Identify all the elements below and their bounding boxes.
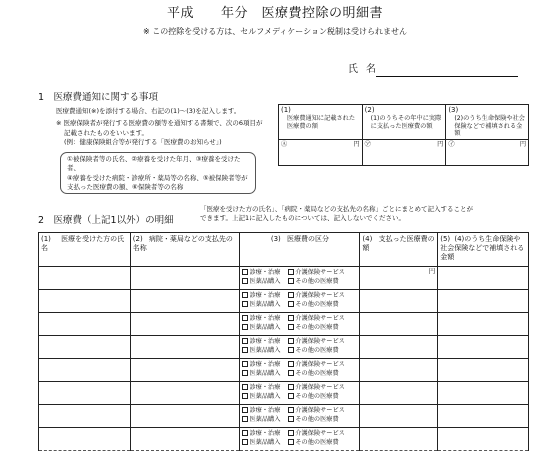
checkbox-medicine[interactable] xyxy=(242,324,248,330)
page-title: 平成 年分 医療費控除の明細書 xyxy=(166,6,383,21)
section1-line3: 記載されたものをいいます。 xyxy=(64,128,148,137)
patient-name-field[interactable] xyxy=(39,267,131,290)
payee-name-field[interactable] xyxy=(130,290,240,313)
category-cell: 診療・治療 介護保険サービス 医薬品購入 その他の医療費 xyxy=(240,267,360,290)
checkbox-care-service[interactable] xyxy=(288,338,294,344)
expense-detail-table xyxy=(38,232,529,451)
section1-line4: (例：健康保険組合等が発行する「医療費のお知らせ」) xyxy=(64,138,222,147)
patient-name-field[interactable] xyxy=(39,359,131,382)
checkbox-treatment[interactable] xyxy=(242,361,248,367)
paid-amount-field[interactable] xyxy=(360,382,438,405)
category-cell: 診療・治療 介護保険サービス 医薬品購入 その他の医療費 xyxy=(240,336,360,359)
payee-name-field[interactable] xyxy=(130,428,240,451)
payee-name-field[interactable] xyxy=(130,382,240,405)
checkbox-treatment[interactable] xyxy=(242,407,248,413)
insurance-amount-field[interactable]: ㋑ 円 xyxy=(446,140,529,166)
insurance-amount-field[interactable] xyxy=(438,267,529,290)
section1-description xyxy=(56,107,278,148)
category-cell: 診療・治療 介護保険サービス 医薬品購入 その他の医療費 xyxy=(240,313,360,336)
insurance-header-cell: (3) (2)のうち生命保険や社会保険などで補填される金額 xyxy=(446,105,529,140)
checkbox-treatment[interactable] xyxy=(242,430,248,436)
checkbox-other[interactable] xyxy=(288,347,294,353)
table-row xyxy=(39,405,529,428)
checkbox-care-service[interactable] xyxy=(288,269,294,275)
checkbox-other[interactable] xyxy=(288,370,294,376)
section1-title: 1 医療費通知に関する事項 xyxy=(38,92,159,103)
paid-amount-field[interactable] xyxy=(360,428,438,451)
paid-amount-field[interactable] xyxy=(360,313,438,336)
table-row xyxy=(39,313,529,336)
name-input-line[interactable] xyxy=(376,76,518,77)
checkbox-other[interactable] xyxy=(288,439,294,445)
table-row xyxy=(39,359,529,382)
table-row xyxy=(39,336,529,359)
insurance-amount-field[interactable] xyxy=(438,405,529,428)
checkbox-care-service[interactable] xyxy=(288,361,294,367)
category-cell: 診療・治療 介護保険サービス 医薬品購入 その他の医療費 xyxy=(240,382,360,405)
paid-amount-field[interactable] xyxy=(360,405,438,428)
payee-name-field[interactable] xyxy=(130,267,240,290)
col-category: (3) 医療費の区分 xyxy=(240,233,360,267)
checkbox-care-service[interactable] xyxy=(288,384,294,390)
category-cell: 診療・治療 介護保険サービス 医薬品購入 その他の医療費 xyxy=(240,428,360,451)
checkbox-other[interactable] xyxy=(288,393,294,399)
table-row xyxy=(39,382,529,405)
table-row xyxy=(39,290,529,313)
payee-name-field[interactable] xyxy=(130,336,240,359)
paid-amount-field[interactable] xyxy=(360,290,438,313)
category-cell: 診療・治療 介護保険サービス 医薬品購入 その他の医療費 xyxy=(240,405,360,428)
checkbox-medicine[interactable] xyxy=(242,393,248,399)
payee-name-field[interactable] xyxy=(130,359,240,382)
paid-amount-field[interactable]: 円 xyxy=(360,267,438,290)
section1-line2: ※ 医療保険者が発行する医療費の額等を通知する書類で、次の6項目が xyxy=(56,119,263,128)
payee-name-field[interactable] xyxy=(130,313,240,336)
checkbox-other[interactable] xyxy=(288,416,294,422)
col-payee-name: (2) 病院・薬局などの支払先の名称 xyxy=(130,233,240,267)
checkbox-care-service[interactable] xyxy=(288,407,294,413)
patient-name-field[interactable] xyxy=(39,405,131,428)
paid-header-cell: (2) (1)のうちその年中に実際に支払った医療費の額 xyxy=(362,105,446,140)
col-paid-amount: (4) 支払った医療費の額 xyxy=(360,233,438,267)
notice-amount-field[interactable]: Ⓐ 円 xyxy=(279,140,363,166)
checkbox-medicine[interactable] xyxy=(242,347,248,353)
self-medication-note: ※ この控除を受ける方は、セルフメディケーション税制は受けられません xyxy=(143,27,407,36)
section1-line1: 医療費通知(※)を添付する場合、右記の(1)～(3)を記入します。 xyxy=(56,107,241,115)
checkbox-treatment[interactable] xyxy=(242,292,248,298)
checkbox-other[interactable] xyxy=(288,301,294,307)
paid-amount-field[interactable]: ㋐ 円 xyxy=(362,140,446,166)
notice-amount-table xyxy=(278,104,529,166)
checkbox-other[interactable] xyxy=(288,324,294,330)
category-cell: 診療・治療 介護保険サービス 医薬品購入 その他の医療費 xyxy=(240,290,360,313)
payee-name-field[interactable] xyxy=(130,405,240,428)
checkbox-care-service[interactable] xyxy=(288,315,294,321)
checkbox-other[interactable] xyxy=(288,278,294,284)
patient-name-field[interactable] xyxy=(39,290,131,313)
checkbox-treatment[interactable] xyxy=(242,269,248,275)
checkbox-care-service[interactable] xyxy=(288,430,294,436)
col-patient-name: (1) 医療を受けた方の氏名 xyxy=(39,233,131,267)
six-items-line: ④療養を受けた病院・診療所・薬局等の名称、⑤被保険者等が xyxy=(67,173,248,182)
checkbox-medicine[interactable] xyxy=(242,416,248,422)
section2-title: 2 医療費（上記1以外）の明細 xyxy=(38,215,174,226)
category-cell: 診療・治療 介護保険サービス 医薬品購入 その他の医療費 xyxy=(240,359,360,382)
paid-amount-field[interactable] xyxy=(360,336,438,359)
checkbox-treatment[interactable] xyxy=(242,315,248,321)
checkbox-medicine[interactable] xyxy=(242,278,248,284)
checkbox-medicine[interactable] xyxy=(242,439,248,445)
six-items-box xyxy=(60,152,256,194)
six-items-line: 支払った医療費の額、⑥保険者等の名称 xyxy=(67,183,184,192)
name-label: 氏名 xyxy=(348,64,384,75)
table-row xyxy=(39,267,529,290)
insurance-amount-field[interactable] xyxy=(438,359,529,382)
insurance-amount-field[interactable] xyxy=(438,290,529,313)
patient-name-field[interactable] xyxy=(39,336,131,359)
patient-name-field[interactable] xyxy=(39,313,131,336)
detail-rows xyxy=(39,267,529,451)
insurance-amount-field[interactable] xyxy=(438,428,529,451)
checkbox-medicine[interactable] xyxy=(242,301,248,307)
notice-header-cell: (1) 医療費通知に記載された医療費の額 xyxy=(279,105,363,140)
checkbox-care-service[interactable] xyxy=(288,292,294,298)
insurance-amount-field[interactable] xyxy=(438,382,529,405)
checkbox-medicine[interactable] xyxy=(242,370,248,376)
table-row xyxy=(39,428,529,451)
paid-amount-field[interactable] xyxy=(360,359,438,382)
patient-name-field[interactable] xyxy=(39,428,131,451)
checkbox-treatment[interactable] xyxy=(242,384,248,390)
six-items-line: ①被保険者等の氏名、②療養を受けた年月、③療養を受けた者、 xyxy=(67,155,241,173)
col-insurance-amount: (5) (4)のうち生命保険や社会保険などで補填される金額 xyxy=(438,233,529,267)
patient-name-field[interactable] xyxy=(39,382,131,405)
section2-note: 「医療を受けた方の氏名」、「病院・薬局などの支払先の名称」ごとにまとめて記入することが できます。上記1に記入したものについては、記入しないでください。 xyxy=(200,205,473,223)
insurance-amount-field[interactable] xyxy=(438,336,529,359)
insurance-amount-field[interactable] xyxy=(438,313,529,336)
checkbox-treatment[interactable] xyxy=(242,338,248,344)
